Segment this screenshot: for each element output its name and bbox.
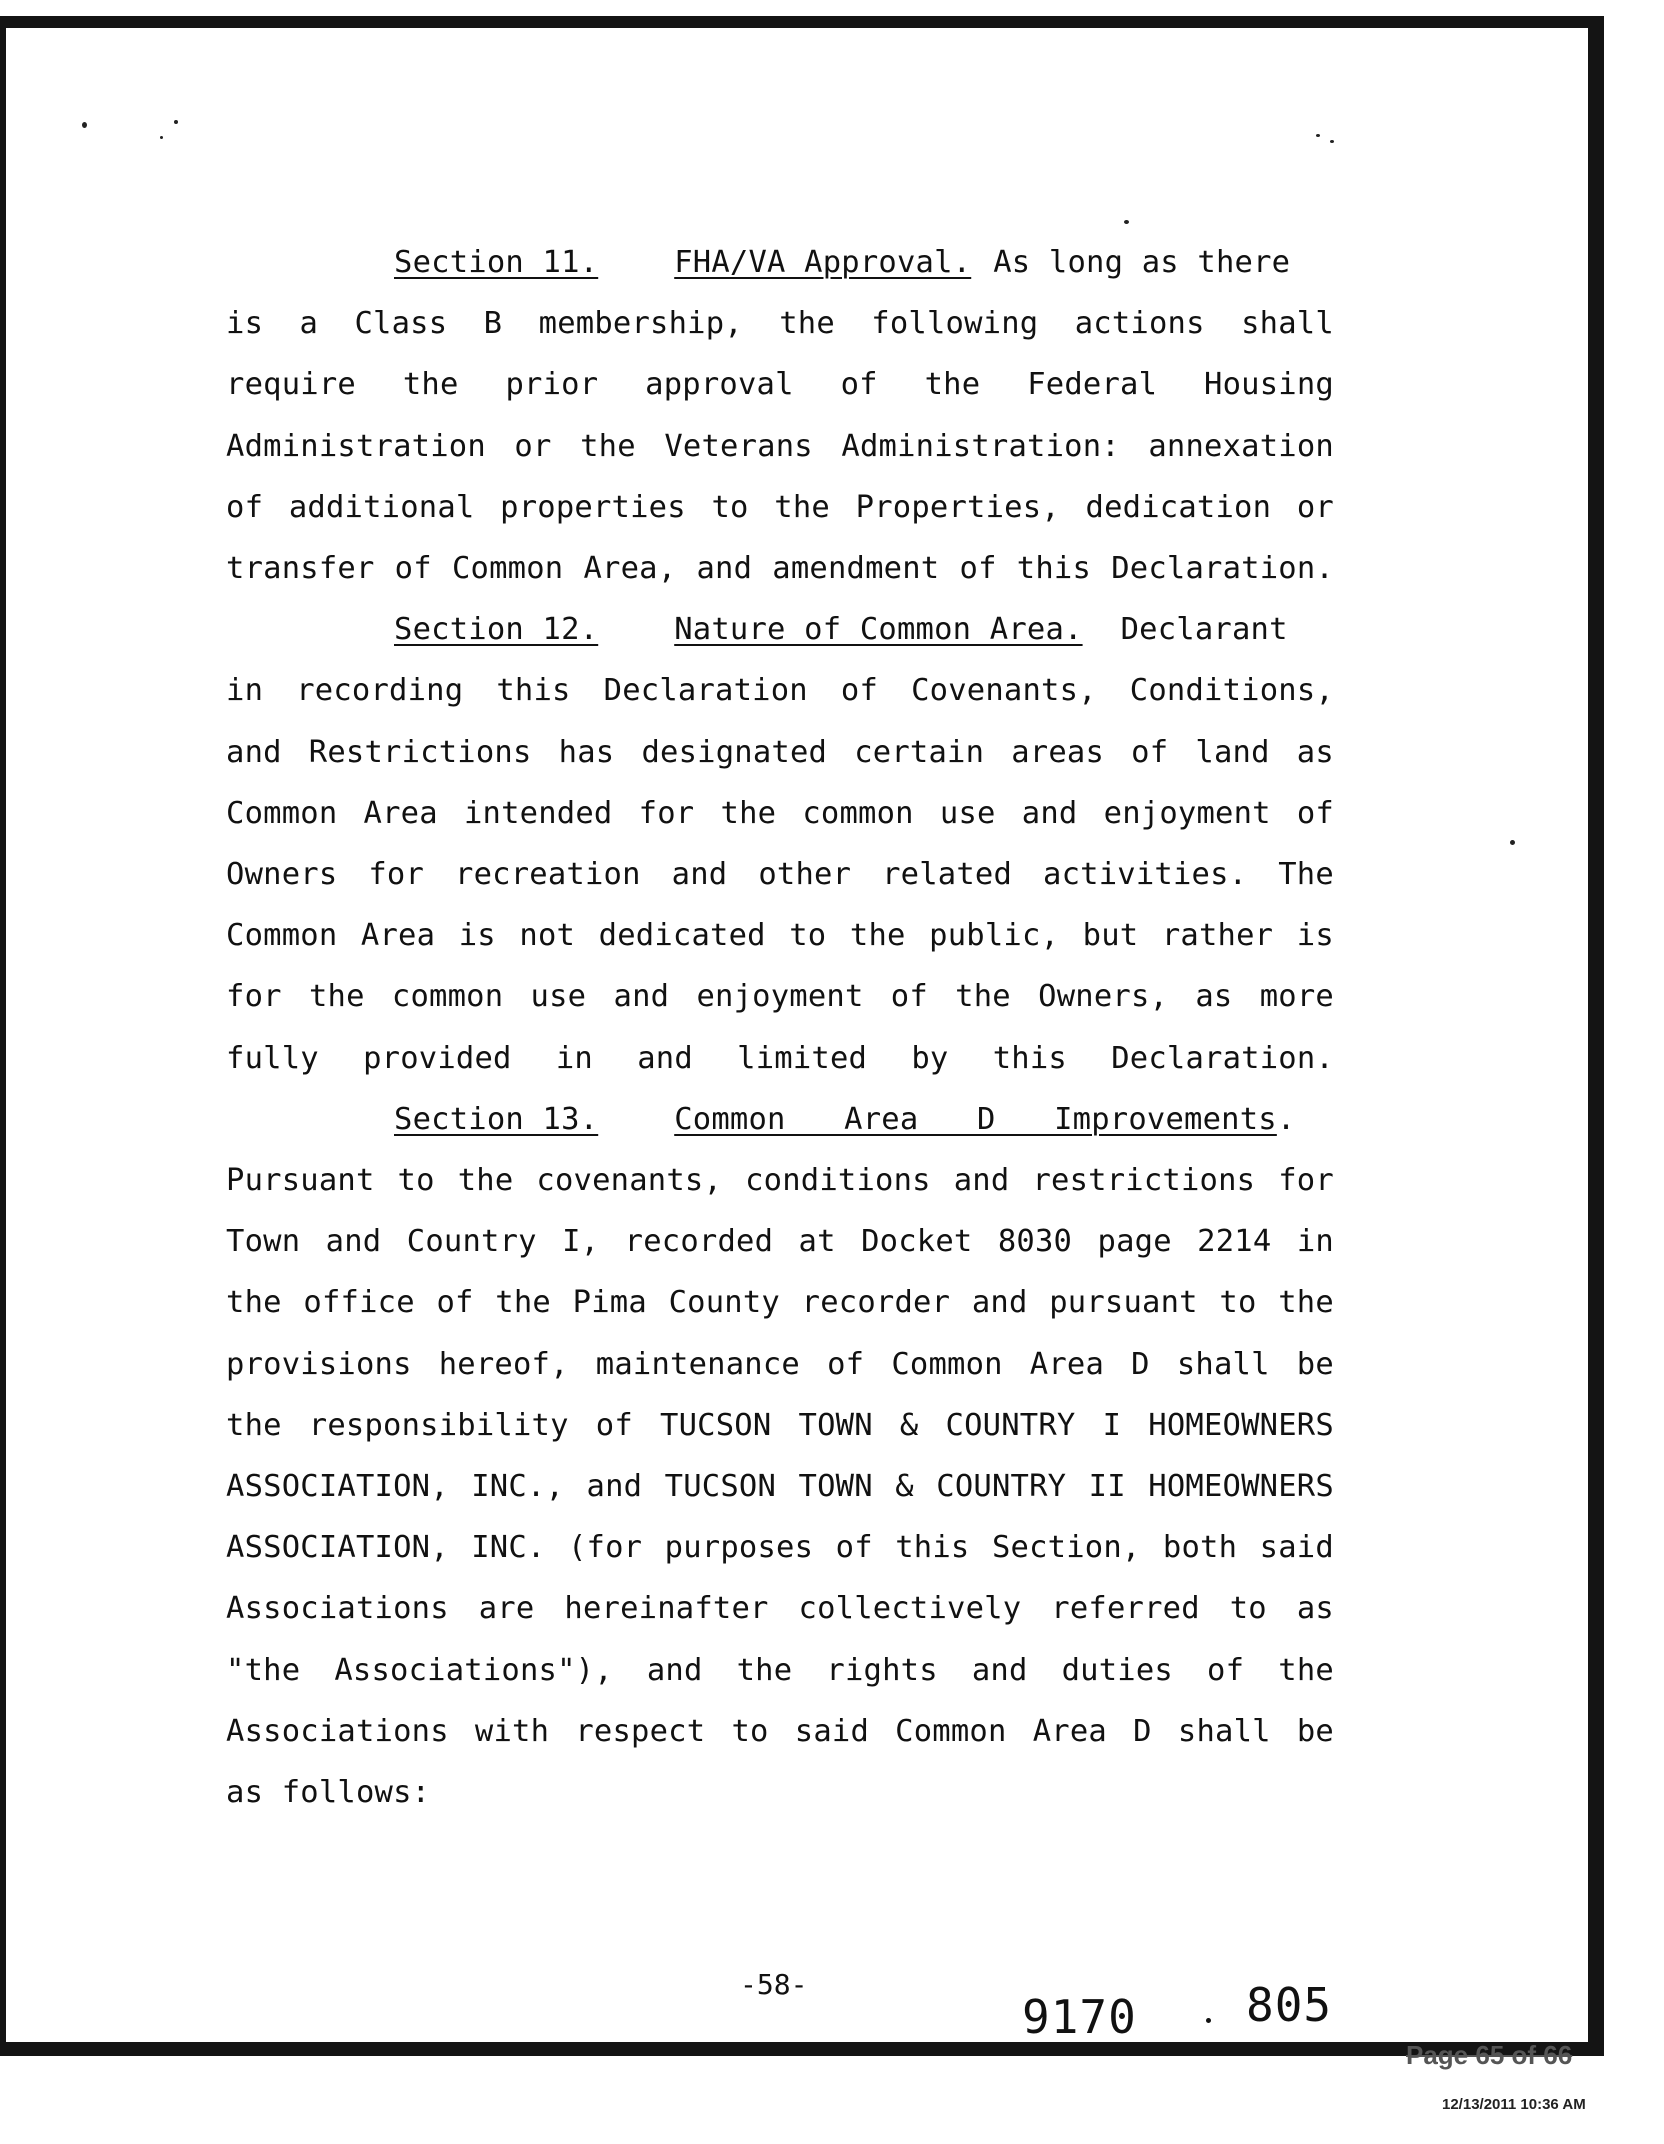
word: recreation — [455, 857, 641, 893]
word: as — [1296, 734, 1334, 770]
word: ASSOCIATION, — [226, 1469, 449, 1505]
word: dedication — [1085, 489, 1272, 525]
word: common — [391, 979, 504, 1015]
word: Town — [226, 1224, 301, 1260]
word: covenants, — [536, 1163, 723, 1199]
text-line — [226, 538, 1334, 599]
word: use — [939, 795, 996, 831]
word: to — [731, 1713, 769, 1749]
word: Class — [354, 306, 448, 342]
word: to — [1219, 1285, 1257, 1321]
word: annexation — [1148, 428, 1334, 464]
word: is — [226, 306, 264, 342]
word: HOMEOWNERS — [1148, 1407, 1334, 1443]
word: of — [890, 979, 928, 1015]
word: & — [899, 1407, 919, 1443]
docket-number: 9170 — [1022, 1990, 1137, 2044]
section-12-title: Nature of Common Area. — [674, 612, 1083, 648]
word: transfer — [226, 551, 375, 587]
word: for — [368, 857, 425, 893]
text-line: as follows: — [226, 1775, 431, 1811]
word: Common — [226, 795, 338, 831]
text-line — [226, 1456, 1334, 1517]
word: the — [849, 918, 906, 954]
word: rather — [1161, 918, 1274, 954]
word: shall — [1241, 306, 1334, 342]
section-12-label: Section 12. — [394, 612, 599, 648]
word: intended — [463, 795, 613, 831]
section-11-text-start: As long as there — [993, 245, 1291, 280]
word: or — [1296, 489, 1334, 525]
word: in — [1296, 1224, 1334, 1260]
word: shall — [1177, 1713, 1271, 1749]
word: TUCSON — [660, 1407, 772, 1443]
word: the — [308, 979, 365, 1015]
word: Common — [891, 1346, 1003, 1382]
word: TOWN — [798, 1407, 873, 1443]
word: the — [779, 306, 835, 342]
word: and — [971, 1285, 1028, 1321]
word: to — [397, 1163, 435, 1199]
word: collectively — [798, 1591, 1022, 1627]
scan-speck — [1124, 220, 1129, 224]
word: of — [959, 551, 997, 587]
word: the — [736, 1652, 793, 1688]
word: D — [1133, 1713, 1152, 1749]
text-line — [226, 966, 1334, 1027]
word: and — [226, 734, 282, 770]
word: Area — [360, 918, 436, 954]
word: this — [1016, 551, 1092, 587]
word: this — [895, 1530, 970, 1566]
word: HOMEOWNERS — [1148, 1469, 1334, 1505]
word: duties — [1061, 1652, 1173, 1688]
text-line — [226, 1211, 1334, 1272]
word: the — [226, 1285, 282, 1321]
word: B — [483, 306, 503, 342]
word: responsibility — [308, 1407, 569, 1443]
word: not — [519, 918, 576, 954]
word: common — [802, 795, 914, 831]
word: public, — [929, 918, 1060, 954]
word: enjoyment — [696, 979, 864, 1015]
word: this — [496, 673, 571, 709]
docket-page-number: 805 — [1246, 1978, 1333, 2032]
word: of — [1207, 1652, 1245, 1688]
word: II — [1088, 1469, 1126, 1505]
word: a — [299, 306, 319, 342]
word: is — [458, 918, 496, 954]
word: for — [638, 795, 695, 831]
word: and — [637, 1040, 693, 1076]
text-line — [226, 293, 1334, 354]
text-line — [226, 354, 1334, 415]
word: to — [1229, 1591, 1267, 1627]
word: the — [1278, 1285, 1334, 1321]
word: Federal — [1027, 367, 1158, 403]
word: shall — [1176, 1346, 1270, 1382]
word: dedicated — [598, 918, 766, 954]
word: and — [1021, 795, 1078, 831]
word: Declaration. — [1111, 1040, 1334, 1076]
word: of — [840, 673, 879, 709]
word: and — [586, 1469, 643, 1505]
word: amendment — [772, 551, 940, 587]
word: maintenance — [595, 1346, 800, 1382]
word: and — [953, 1163, 1010, 1199]
word: hereinafter — [564, 1591, 769, 1627]
word: (for — [567, 1530, 643, 1566]
word: with — [474, 1713, 550, 1749]
section-11-title: FHA/VA Approval. — [674, 245, 972, 280]
word: has — [558, 734, 615, 770]
word: Section, — [991, 1530, 1141, 1566]
word: the — [924, 367, 981, 403]
section-12-text-start: Declarant — [1120, 612, 1288, 648]
scan-speck — [174, 120, 178, 124]
word: for — [226, 979, 282, 1015]
word: of — [840, 367, 878, 403]
word: of — [595, 1407, 633, 1443]
word: of — [394, 551, 432, 587]
section-13-period: . — [1276, 1101, 1296, 1137]
word: I — [1102, 1407, 1122, 1443]
word: be — [1296, 1346, 1334, 1382]
word: D — [1131, 1346, 1150, 1382]
document-body — [226, 232, 1334, 1823]
text-line — [226, 416, 1334, 477]
word: 8030 — [997, 1224, 1073, 1260]
word: and — [671, 857, 728, 893]
word: Conditions, — [1129, 673, 1334, 709]
word: pursuant — [1049, 1285, 1198, 1321]
word: recorder — [801, 1285, 951, 1321]
word: of — [1131, 734, 1169, 770]
word: and — [971, 1652, 1028, 1688]
word: TOWN — [798, 1469, 873, 1505]
word: at — [798, 1224, 836, 1260]
word: said — [794, 1713, 870, 1749]
word: ASSOCIATION, — [226, 1530, 449, 1566]
word: Declaration. — [1111, 551, 1334, 587]
word: said — [1259, 1530, 1334, 1566]
word: prior — [505, 367, 599, 403]
word: Declaration — [603, 673, 808, 709]
word: Covenants, — [911, 673, 1097, 709]
text-line — [226, 1395, 1334, 1456]
word: the — [226, 1407, 282, 1443]
word: properties — [500, 489, 686, 525]
word: Associations — [226, 1591, 449, 1627]
word: 2214 — [1197, 1224, 1272, 1260]
word: page — [1097, 1224, 1172, 1260]
word: related — [882, 857, 1013, 893]
section-13-label: Section 13. — [394, 1101, 599, 1137]
word: following — [871, 306, 1039, 342]
word: referred — [1051, 1591, 1200, 1627]
section-13-heading — [226, 1089, 1334, 1150]
word: Country — [406, 1224, 537, 1260]
word: but — [1082, 918, 1139, 954]
text-line — [226, 1701, 1334, 1762]
word: Properties, — [855, 489, 1060, 525]
word: designated — [641, 734, 828, 770]
scan-speck — [1330, 140, 1334, 143]
word: is — [1296, 918, 1334, 954]
word: of — [827, 1346, 865, 1382]
word: and — [696, 551, 753, 587]
word: respect — [575, 1713, 706, 1749]
word: activities. — [1043, 857, 1248, 893]
word: for — [1278, 1163, 1334, 1199]
word: the — [955, 979, 1011, 1015]
word: to — [789, 918, 827, 954]
word: limited — [737, 1040, 868, 1076]
text-line — [226, 1334, 1334, 1395]
word: restrictions — [1032, 1163, 1256, 1199]
section-13-title: Common Area D Improvements — [674, 1101, 1277, 1137]
word: Common — [226, 918, 338, 954]
word: other — [758, 857, 852, 893]
word: approval — [645, 367, 794, 403]
word: and — [325, 1224, 382, 1260]
word: this — [992, 1040, 1067, 1076]
word: Pursuant — [226, 1163, 375, 1199]
word: the — [402, 367, 459, 403]
word: actions — [1074, 306, 1205, 342]
word: of — [226, 489, 264, 525]
section-11-heading — [226, 232, 1334, 293]
text-line — [226, 1272, 1334, 1333]
word: Associations"), — [334, 1652, 613, 1688]
word: TUCSON — [664, 1469, 777, 1505]
word: and — [613, 979, 670, 1015]
scan-speck — [160, 136, 163, 139]
word: the — [580, 428, 636, 464]
word: Administration: — [841, 428, 1120, 464]
scan-speck — [82, 122, 87, 128]
word: certain — [854, 734, 985, 770]
word: the — [457, 1163, 514, 1199]
text-line — [226, 1150, 1334, 1211]
text-line — [226, 1578, 1334, 1639]
word: to — [711, 489, 749, 525]
text-line — [226, 783, 1334, 844]
word: the — [774, 489, 830, 525]
text-line — [226, 1028, 1334, 1089]
word: I, — [562, 1224, 600, 1260]
word: require — [226, 367, 356, 403]
text-line — [226, 844, 1334, 905]
word: purposes — [664, 1530, 814, 1566]
word: Associations — [226, 1713, 449, 1749]
word: Area, — [583, 551, 677, 587]
text-line — [226, 1517, 1334, 1578]
word: COUNTRY — [936, 1469, 1067, 1505]
word: as — [1195, 979, 1233, 1015]
word: the — [720, 795, 777, 831]
word: are — [478, 1591, 535, 1627]
word: provided — [363, 1040, 512, 1076]
word: INC., — [471, 1469, 565, 1505]
word: the — [1278, 1652, 1334, 1688]
word: Administration — [226, 428, 486, 464]
word: use — [530, 979, 587, 1015]
text-line — [226, 905, 1334, 966]
word: recording — [296, 673, 464, 709]
word: Docket — [861, 1224, 973, 1260]
text-line — [226, 1640, 1334, 1701]
page-of-label: Page 65 of 66 — [1406, 2040, 1573, 2070]
text-line — [226, 660, 1334, 721]
word: land — [1195, 734, 1270, 770]
word: and — [646, 1652, 703, 1688]
word: enjoyment — [1103, 795, 1271, 831]
word: areas — [1011, 734, 1105, 770]
word: Common — [895, 1713, 1007, 1749]
word: more — [1259, 979, 1334, 1015]
word: additional — [288, 489, 475, 525]
section-12-heading — [226, 599, 1334, 660]
page-number: -58- — [740, 1968, 808, 2001]
word: Restrictions — [308, 734, 532, 770]
section-11-label: Section 11. — [394, 245, 599, 280]
word: Housing — [1204, 367, 1334, 403]
word: both — [1162, 1530, 1238, 1566]
word: by — [911, 1040, 949, 1076]
word: rights — [826, 1652, 938, 1688]
stamp-dot — [1206, 2018, 1211, 2023]
scan-speck — [1316, 134, 1320, 137]
word: Veterans — [664, 428, 813, 464]
text-line — [226, 722, 1334, 783]
word: COUNTRY — [945, 1407, 1076, 1443]
word: in — [226, 673, 264, 709]
word: INC. — [471, 1530, 546, 1566]
word: & — [895, 1469, 914, 1505]
word: membership, — [538, 306, 743, 342]
word: fully — [226, 1040, 319, 1076]
word: Area — [1032, 1713, 1107, 1749]
word: office — [303, 1285, 415, 1321]
word: of — [1296, 795, 1334, 831]
word: or — [514, 428, 552, 464]
word: provisions — [226, 1346, 412, 1382]
word: of — [835, 1530, 873, 1566]
word: Area — [1029, 1346, 1105, 1382]
word: "the — [226, 1652, 301, 1688]
word: recorded — [624, 1224, 774, 1260]
word: Area — [363, 795, 438, 831]
word: Owners, — [1038, 979, 1169, 1015]
word: Owners — [226, 857, 338, 893]
word: Pima — [572, 1285, 647, 1321]
word: the — [495, 1285, 551, 1321]
word: of — [436, 1285, 474, 1321]
scan-speck — [1510, 840, 1515, 845]
print-timestamp: 12/13/2011 10:36 AM — [1442, 2096, 1586, 2113]
word: be — [1296, 1713, 1334, 1749]
word: County — [668, 1285, 780, 1321]
word: conditions — [745, 1163, 931, 1199]
text-line — [226, 477, 1334, 538]
word: in — [555, 1040, 593, 1076]
word: The — [1278, 857, 1334, 893]
word: as — [1296, 1591, 1334, 1627]
word: Common — [451, 551, 564, 587]
word: hereof, — [438, 1346, 569, 1382]
